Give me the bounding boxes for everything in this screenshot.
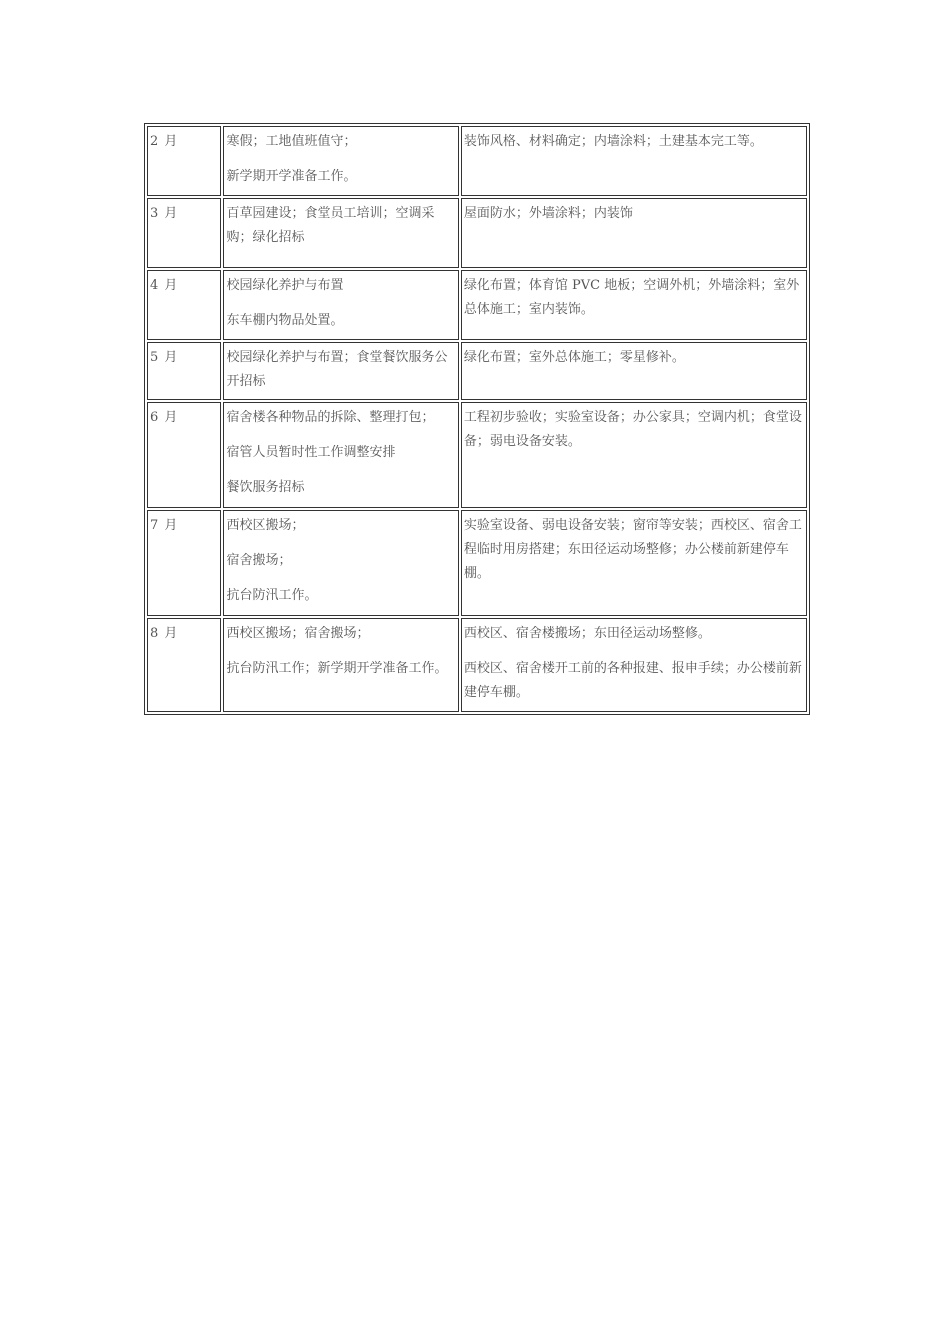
table-row xyxy=(147,342,807,400)
admin-cell xyxy=(223,126,458,196)
monthly-schedule-table xyxy=(144,123,810,715)
month-label: 7 月 xyxy=(150,518,179,533)
month-label: 2 月 xyxy=(150,134,179,149)
admin-cell xyxy=(223,510,458,616)
admin-item: 宿舍搬场； xyxy=(226,553,292,568)
construction-item: 实验室设备、弱电设备安装；窗帘等安装；西校区、宿舍工程临时用房搭建；东田径运动场整修；办公楼前新建停车棚。 xyxy=(463,518,802,581)
construction-cell xyxy=(461,510,807,616)
admin-item: 寒假；工地值班值守； xyxy=(226,134,357,149)
month-cell xyxy=(147,618,221,712)
month-cell xyxy=(147,402,221,508)
table-row xyxy=(147,618,807,712)
construction-item: 绿化布置；体育馆 PVC 地板；空调外机；外墙涂料；室外总体施工；室内装饰。 xyxy=(463,278,800,317)
month-cell xyxy=(147,270,221,340)
construction-cell xyxy=(461,402,807,508)
month-cell xyxy=(147,126,221,196)
admin-cell xyxy=(223,342,458,400)
construction-cell xyxy=(461,126,807,196)
table-row xyxy=(147,510,807,616)
schedule-document xyxy=(144,123,810,715)
month-label: 8 月 xyxy=(150,626,179,641)
table-row xyxy=(147,126,807,196)
construction-item: 装饰风格、材料确定；内墙涂料；土建基本完工等。 xyxy=(463,134,763,149)
month-cell xyxy=(147,342,221,400)
month-label: 5 月 xyxy=(150,350,179,365)
construction-cell xyxy=(461,342,807,400)
construction-item: 西校区、宿舍楼开工前的各种报建、报申手续；办公楼前新建停车棚。 xyxy=(463,661,802,700)
table-row xyxy=(147,270,807,340)
admin-cell xyxy=(223,402,458,508)
admin-cell xyxy=(223,198,458,268)
month-cell xyxy=(147,198,221,268)
construction-cell xyxy=(461,270,807,340)
admin-item: 宿管人员暂时性工作调整安排 xyxy=(226,445,396,460)
admin-item: 东车棚内物品处置。 xyxy=(226,313,344,328)
admin-item: 西校区搬场； xyxy=(226,518,305,533)
construction-item: 屋面防水；外墙涂料；内装饰 xyxy=(463,206,633,221)
construction-item: 西校区、宿舍楼搬场；东田径运动场整修。 xyxy=(463,626,711,641)
admin-item: 宿舍楼各种物品的拆除、整理打包； xyxy=(226,410,435,425)
admin-item: 校园绿化养护与布置 xyxy=(226,278,344,293)
table-row xyxy=(147,198,807,268)
construction-item: 工程初步验收；实验室设备；办公家具；空调内机；食堂设备；弱电设备安装。 xyxy=(463,410,802,449)
table-row xyxy=(147,402,807,508)
admin-item: 西校区搬场；宿舍搬场； xyxy=(226,626,370,641)
admin-item: 抗台防汛工作；新学期开学准备工作。 xyxy=(226,661,448,676)
construction-item: 绿化布置；室外总体施工；零星修补。 xyxy=(463,350,685,365)
admin-cell xyxy=(223,618,458,712)
month-label: 4 月 xyxy=(150,278,179,293)
admin-item: 新学期开学准备工作。 xyxy=(226,169,357,184)
month-label: 3 月 xyxy=(150,206,179,221)
admin-item: 抗台防汛工作。 xyxy=(226,588,318,603)
admin-item: 百草园建设；食堂员工培训；空调采购；绿化招标 xyxy=(226,206,435,245)
construction-cell xyxy=(461,198,807,268)
month-cell xyxy=(147,510,221,616)
admin-item: 校园绿化养护与布置；食堂餐饮服务公开招标 xyxy=(226,350,448,389)
construction-cell xyxy=(461,618,807,712)
admin-cell xyxy=(223,270,458,340)
month-label: 6 月 xyxy=(150,410,179,425)
admin-item: 餐饮服务招标 xyxy=(226,480,305,495)
